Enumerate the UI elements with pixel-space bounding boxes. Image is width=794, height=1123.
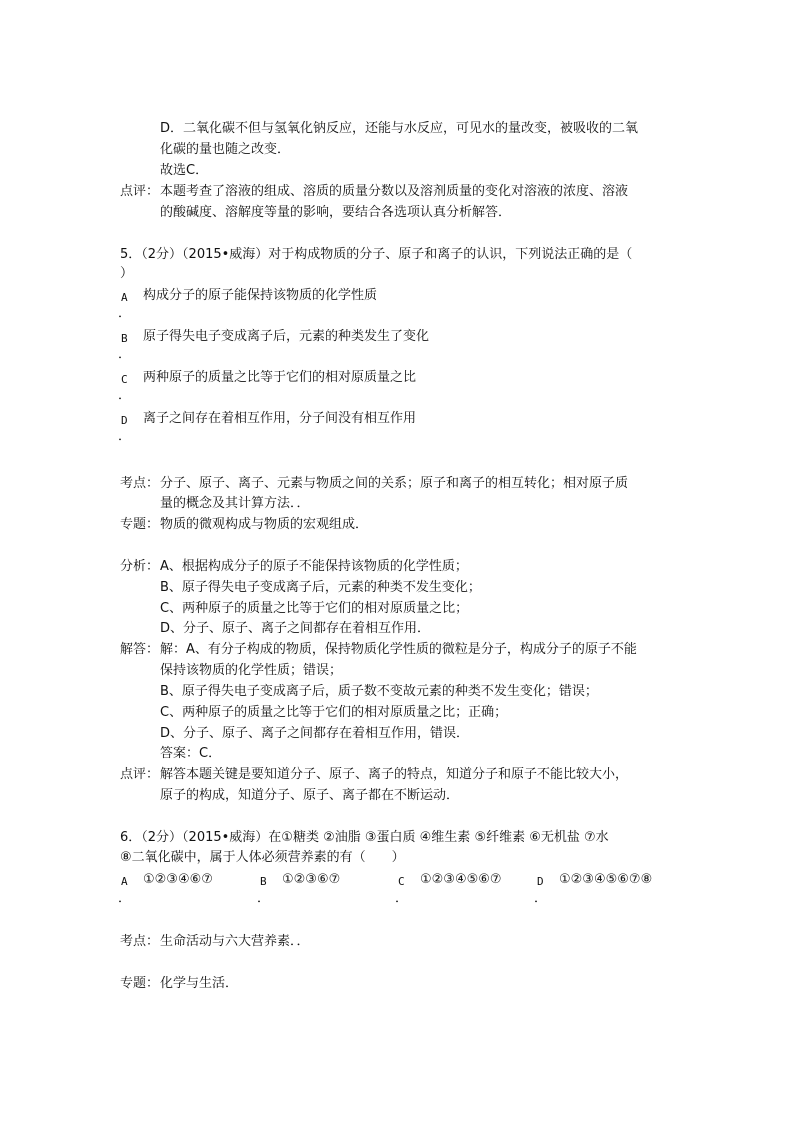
- q4-review-line1: 本题考查了溶液的组成、溶质的质量分数以及溶剂质量的变化对溶液的浓度、溶液: [160, 184, 629, 199]
- q5-option-a-text: 构成分子的原子能保持该物质的化学性质: [143, 288, 378, 303]
- q5-jieda-line: 保持该物质的化学性质；错误；: [160, 663, 343, 678]
- q6-option-c-letter: C: [398, 875, 405, 888]
- q5-kaodian-label: 考点：: [120, 476, 160, 491]
- q6-option-c-text: ①②③④⑤⑥⑦: [420, 872, 502, 887]
- q5-jieda-answer: 答案：C．: [160, 746, 222, 761]
- q5-dianping-line1: 解答本题关键是要知道分子、原子、离子的特点，知道分子和原子不能比较大小，: [160, 767, 629, 782]
- q6-option-a-dot: ．: [118, 891, 132, 906]
- q5-fenxi-line: C、两种原子的质量之比等于它们的相对原质量之比；: [160, 601, 469, 616]
- q5-option-d-text: 离子之间存在着相互作用，分子间没有相互作用: [143, 411, 417, 426]
- q6-option-d-dot: ．: [534, 891, 548, 906]
- q5-option-d-dot: ．: [118, 429, 132, 444]
- q4-review-label: 点评：: [120, 184, 160, 199]
- q6-zhuanti-text: 化学与生活．: [160, 976, 239, 991]
- q5-option-a-dot: ．: [118, 306, 132, 321]
- q4-review-line2: 的酸碱度、溶解度等量的影响，要结合各选项认真分析解答．: [160, 205, 512, 220]
- q5-zhuanti-label: 专题：: [120, 517, 160, 532]
- q5-option-c-letter: C: [121, 373, 128, 386]
- q6-stem-line1: 6．（2分）（2015•威海）在①糖类 ②油脂 ③蛋白质 ④维生素 ⑤纤维素 ⑥无机盐 ⑦水: [120, 830, 609, 845]
- q5-dianping-line2: 原子的构成，知道分子、原子、离子都在不断运动．: [160, 788, 460, 803]
- q5-option-b-text: 原子得失电子变成离子后，元素的种类发生了变化: [143, 329, 430, 344]
- q5-jieda-label: 解答：: [120, 642, 160, 657]
- q6-stem-line2: ⑧二氧化碳中，属于人体必须营养素的有（ ）: [120, 850, 405, 865]
- q5-stem-line1: 5．（2分）（2015•威海）对于构成物质的分子、原子和离子的认识，下列说法正确的是（: [120, 247, 633, 262]
- q5-jieda-line: B、原子得失电子变成离子后，质子数不变故元素的种类不发生变化；错误；: [160, 684, 598, 699]
- q5-zhuanti-text: 物质的微观构成与物质的宏观组成．: [160, 517, 369, 532]
- q5-kaodian-line2: 量的概念及其计算方法．．: [160, 496, 310, 511]
- q6-option-a-letter: A: [121, 875, 128, 888]
- q5-jieda-line: 解：A、有分子构成的物质，保持物质化学性质的微粒是分子，构成分子的原子不能: [160, 642, 637, 657]
- q5-fenxi-line: B、原子得失电子变成离子后，元素的种类不发生变化；: [160, 580, 481, 595]
- q6-option-b-letter: B: [260, 875, 267, 888]
- q5-dianping-label: 点评：: [120, 767, 160, 782]
- q5-option-b-dot: ．: [118, 347, 132, 362]
- q6-zhuanti-label: 专题：: [120, 976, 160, 991]
- q6-option-b-dot: ．: [257, 891, 271, 906]
- q6-option-a-text: ①②③④⑥⑦: [143, 872, 213, 887]
- q5-option-c-dot: ．: [118, 388, 132, 403]
- q6-option-d-letter: D: [537, 875, 544, 888]
- q5-jieda-line: D、分子、原子、离子之间都存在着相互作用，错误．: [160, 726, 470, 741]
- q6-option-c-dot: ．: [395, 891, 409, 906]
- q4-answer: 故选C．: [160, 163, 209, 178]
- q5-fenxi-label: 分析：: [120, 559, 160, 574]
- q5-option-c-text: 两种原子的质量之比等于它们的相对原质量之比: [143, 370, 417, 385]
- q5-jieda-line: C、两种原子的质量之比等于它们的相对原质量之比；正确；: [160, 705, 508, 720]
- q5-fenxi-line: D、分子、原子、离子之间都存在着相互作用．: [160, 621, 431, 636]
- q5-option-b-letter: B: [121, 332, 128, 345]
- q4-option-d-line1: D．二氧化碳不但与氢氧化钠反应，还能与水反应，可见水的量改变，被吸收的二氧: [160, 121, 639, 136]
- q5-kaodian-line1: 分子、原子、离子、元素与物质之间的关系；原子和离子的相互转化；相对原子质: [160, 476, 629, 491]
- q6-kaodian-text: 生命活动与六大营养素．．: [160, 934, 310, 949]
- q6-kaodian-label: 考点：: [120, 934, 160, 949]
- q5-option-d-letter: D: [121, 414, 128, 427]
- q6-option-d-text: ①②③④⑤⑥⑦⑧: [559, 872, 653, 887]
- q5-option-a-letter: A: [121, 291, 128, 304]
- q4-option-d-line2: 化碳的量也随之改变．: [160, 142, 291, 157]
- q5-stem-line2: ）: [120, 266, 134, 281]
- q5-fenxi-line: A、根据构成分子的原子不能保持该物质的化学性质；: [160, 559, 468, 574]
- q6-option-b-text: ①②③⑥⑦: [282, 872, 341, 887]
